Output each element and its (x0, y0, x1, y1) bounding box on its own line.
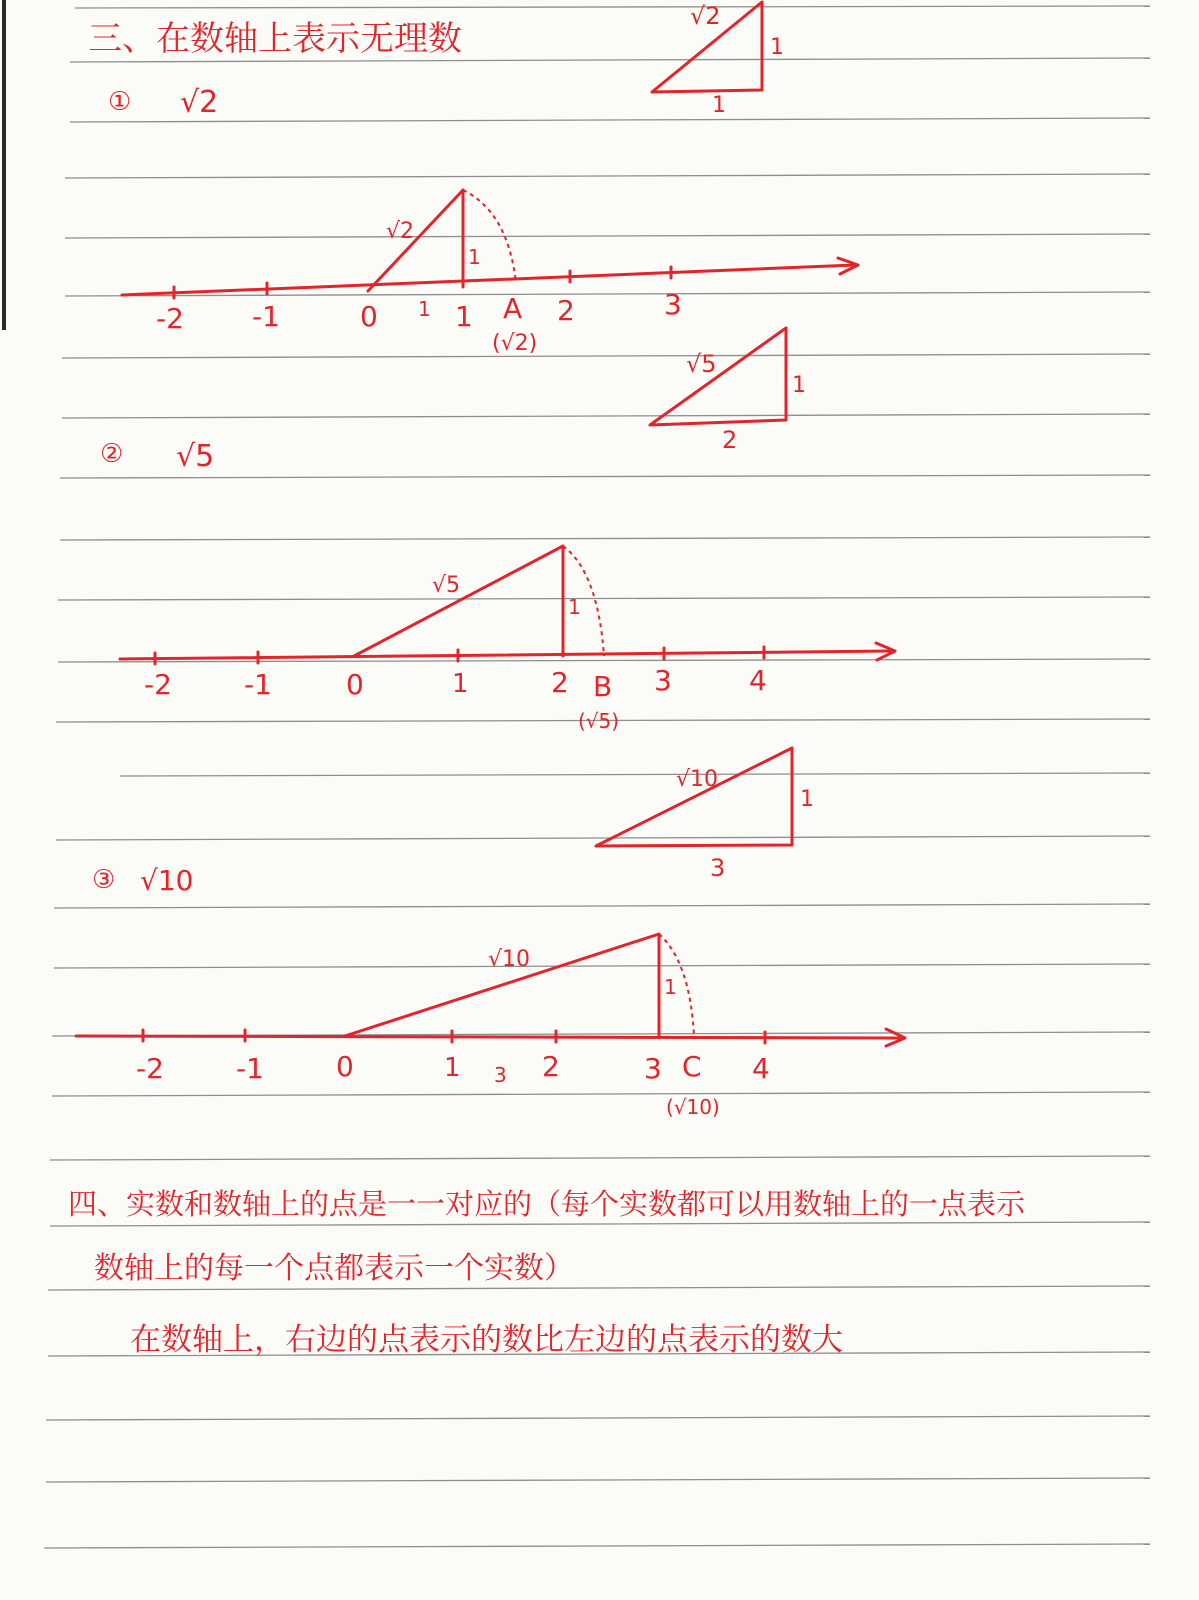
axis1-tri-leg: 1 (468, 245, 481, 269)
item3-marker: ③ (92, 865, 116, 895)
t1-hyp-label: √2 (690, 2, 721, 30)
axis3-tick-3: 3 (644, 1052, 662, 1085)
item2-value: √5 (176, 439, 215, 474)
axis3-tick-0: 0 (336, 1050, 354, 1083)
reference-triangle-sqrt5 (650, 328, 806, 454)
t3-leg-v-label: 1 (800, 787, 814, 812)
axis1-tick-3: 3 (664, 288, 682, 321)
item3-value: √10 (140, 864, 194, 897)
axis3-tick-1: 1 (444, 1053, 461, 1083)
axis2-tick-3: 3 (654, 664, 672, 697)
t3-leg-h-label: 3 (710, 854, 726, 882)
reference-triangle-sqrt10 (596, 748, 814, 882)
axis1-tick-0: 0 (360, 300, 378, 333)
axis1-tick-2: 2 (557, 294, 575, 327)
axis1-tick-neg2: -2 (156, 302, 184, 335)
axis1-tick-neg1: -1 (252, 300, 280, 333)
axis2-tick-neg1: -1 (244, 668, 272, 701)
axis2-tri-leg: 1 (568, 595, 581, 619)
t2-leg-h-label: 2 (722, 426, 738, 454)
t2-leg-v-label: 1 (792, 373, 806, 398)
t2-hyp-label: √5 (686, 350, 717, 378)
number-line-sqrt5 (120, 546, 895, 733)
section4-line1: 四、实数和数轴上的点是一一对应的（每个实数都可以用数轴上的一点表示 (68, 1187, 1026, 1221)
item1-value: √2 (180, 85, 219, 120)
axis1-point-label: A (503, 292, 523, 325)
axis2-tick-1: 1 (452, 669, 469, 699)
axis1-tick-1: 1 (455, 300, 473, 333)
axis1-point-value: (√2) (492, 331, 538, 356)
number-line-sqrt10 (76, 934, 905, 1119)
section4-line3: 在数轴上，右边的点表示的数比左边的点表示的数大 (130, 1322, 843, 1358)
axis3-tick-4: 4 (752, 1052, 770, 1085)
item1-marker: ① (108, 87, 132, 117)
axis3-base-label: 3 (494, 1063, 507, 1087)
axis3-tick-2: 2 (542, 1050, 560, 1083)
axis3-tick-neg1: -1 (236, 1052, 264, 1085)
axis3-tick-neg2: -2 (136, 1052, 164, 1085)
ruled-lines (4, 0, 1150, 1548)
axis3-point-value: (√10) (666, 1095, 720, 1119)
section3-heading: 三、在数轴上表示无理数 (88, 19, 462, 59)
axis3-point-label: C (682, 1050, 702, 1083)
t3-hyp-label: √10 (676, 767, 719, 792)
axis1-unit-label: 1 (418, 297, 431, 321)
axis2-tick-2: 2 (551, 666, 569, 699)
axis2-tri-hyp: √5 (432, 573, 461, 598)
item2-marker: ② (100, 439, 124, 469)
axis2-tick-4: 4 (749, 664, 767, 697)
axis2-point-label: B (593, 670, 613, 703)
axis1-tri-hyp: √2 (386, 219, 415, 244)
axis2-point-value: (√5) (578, 709, 620, 733)
number-line-sqrt2 (122, 190, 858, 356)
axis3-tri-leg: 1 (664, 975, 677, 999)
t1-leg-v-label: 1 (770, 35, 784, 60)
section4-line2: 数轴上的每一个点都表示一个实数） (94, 1251, 574, 1286)
axis3-tri-hyp: √10 (488, 947, 531, 972)
axis2-tick-neg2: -2 (144, 668, 172, 701)
axis2-tick-0: 0 (346, 668, 364, 701)
t1-leg-h-label: 1 (712, 93, 726, 118)
